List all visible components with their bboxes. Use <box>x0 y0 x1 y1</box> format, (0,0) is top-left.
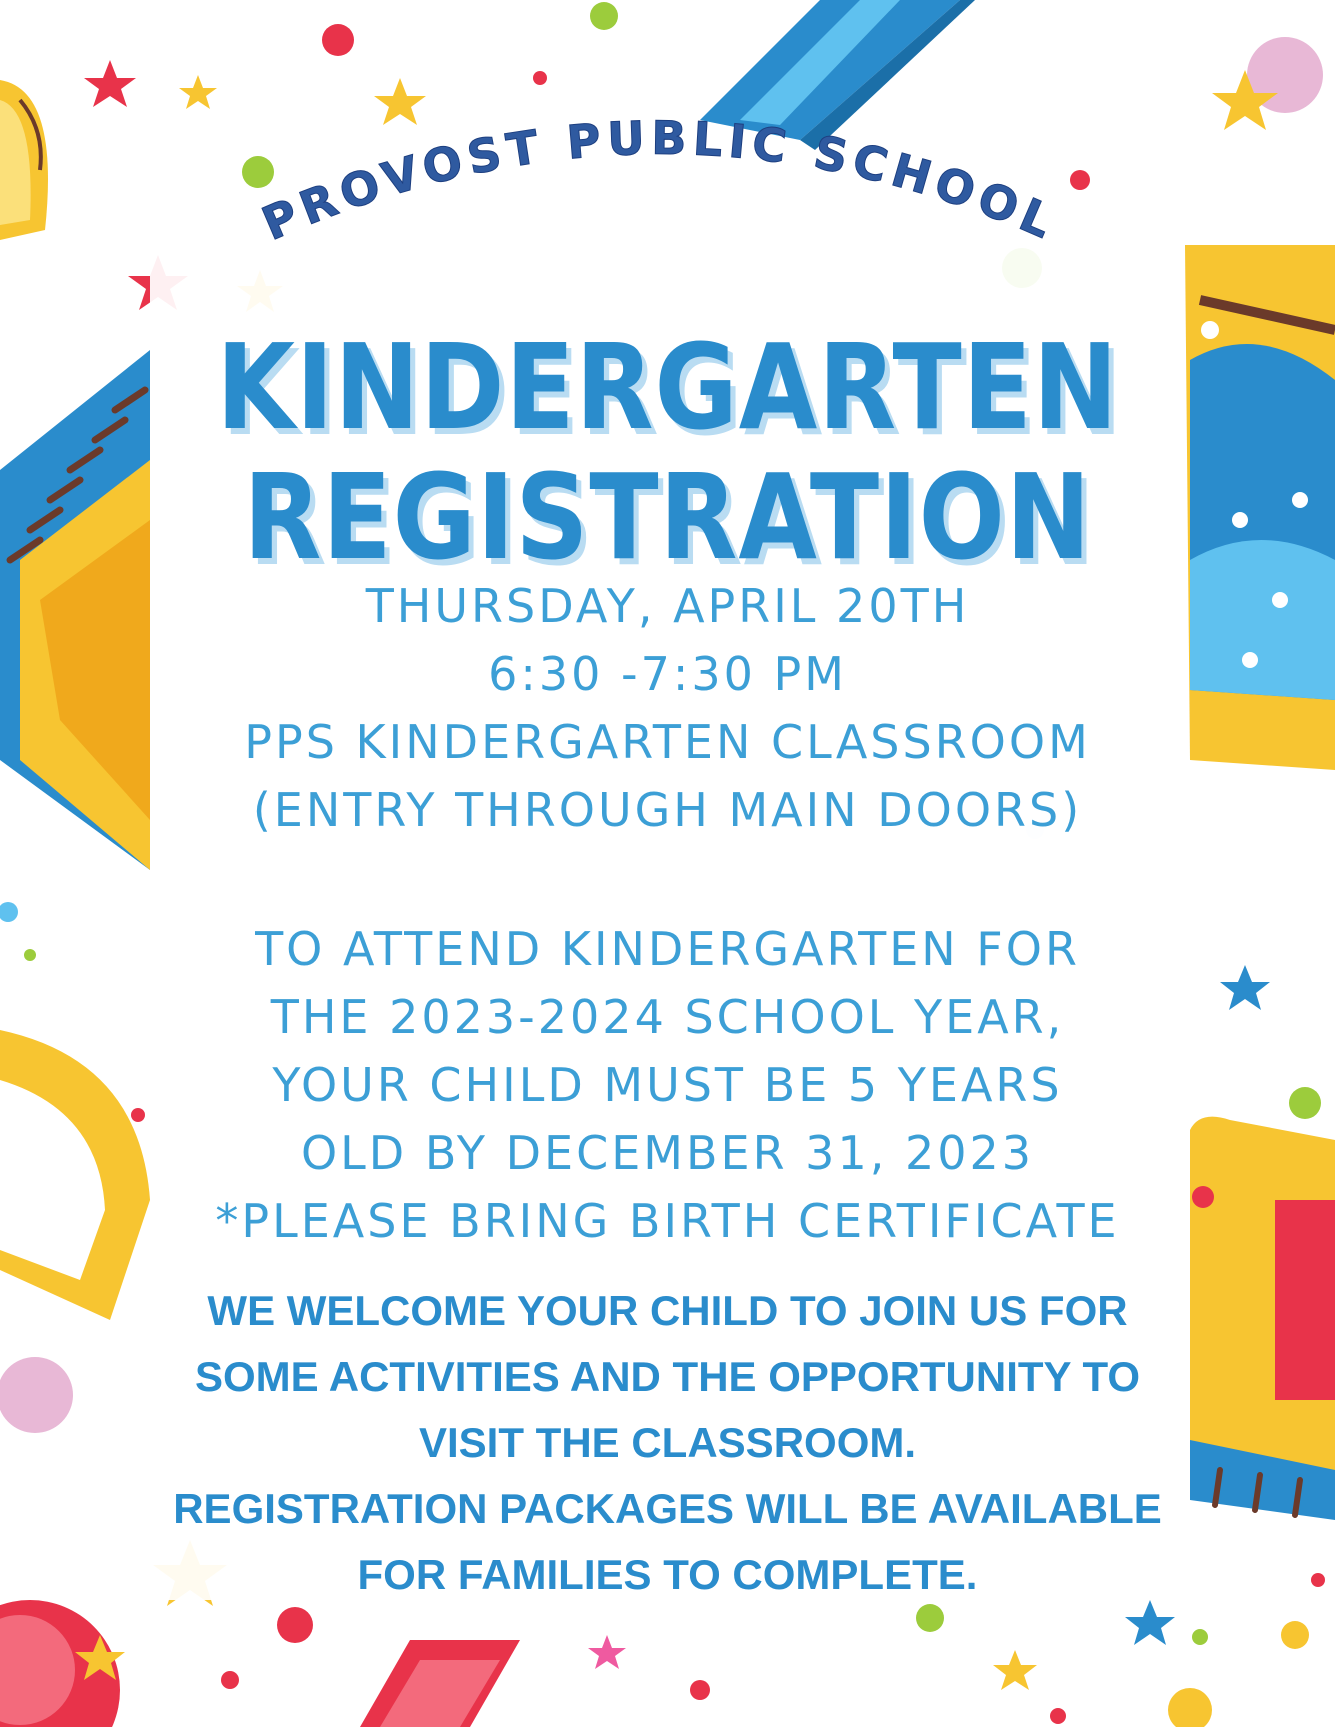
event-date: THURSDAY, APRIL 20TH <box>365 579 970 633</box>
title-line-1: KINDERGARTEN <box>216 318 1119 456</box>
welcome-line-3: VISIT THE CLASSROOM. <box>418 1419 917 1466</box>
bottom-pencil-illustration <box>360 1640 520 1727</box>
birth-certificate-note: *PLEASE BRING BIRTH CERTIFICATE <box>215 1194 1120 1248</box>
eligibility-line-1: TO ATTEND KINDERGARTEN FOR <box>255 922 1080 976</box>
packages-line-2: FOR FAMILIES TO COMPLETE. <box>357 1551 978 1598</box>
event-location: PPS KINDERGARTEN CLASSROOM <box>244 715 1091 769</box>
eligibility-line-4: OLD BY DECEMBER 31, 2023 <box>300 1126 1035 1180</box>
eligibility-line-3: YOUR CHILD MUST BE 5 YEARS <box>272 1058 1063 1112</box>
packages-line-1: REGISTRATION PACKAGES WILL BE AVAILABLE <box>173 1485 1162 1532</box>
welcome-line-1: WE WELCOME YOUR CHILD TO JOIN US FOR <box>207 1287 1128 1334</box>
eligibility-line-2: THE 2023-2024 SCHOOL YEAR, <box>270 990 1065 1044</box>
event-time: 6:30 -7:30 PM <box>488 647 847 701</box>
event-entry-note: (ENTRY THROUGH MAIN DOORS) <box>252 783 1083 837</box>
welcome-line-2: SOME ACTIVITIES AND THE OPPORTUNITY TO <box>194 1353 1141 1400</box>
school-name: PROVOST PUBLIC SCHOOL <box>254 110 1066 251</box>
title-line-2: REGISTRATION <box>243 448 1092 586</box>
school-name-arc <box>0 0 1335 300</box>
